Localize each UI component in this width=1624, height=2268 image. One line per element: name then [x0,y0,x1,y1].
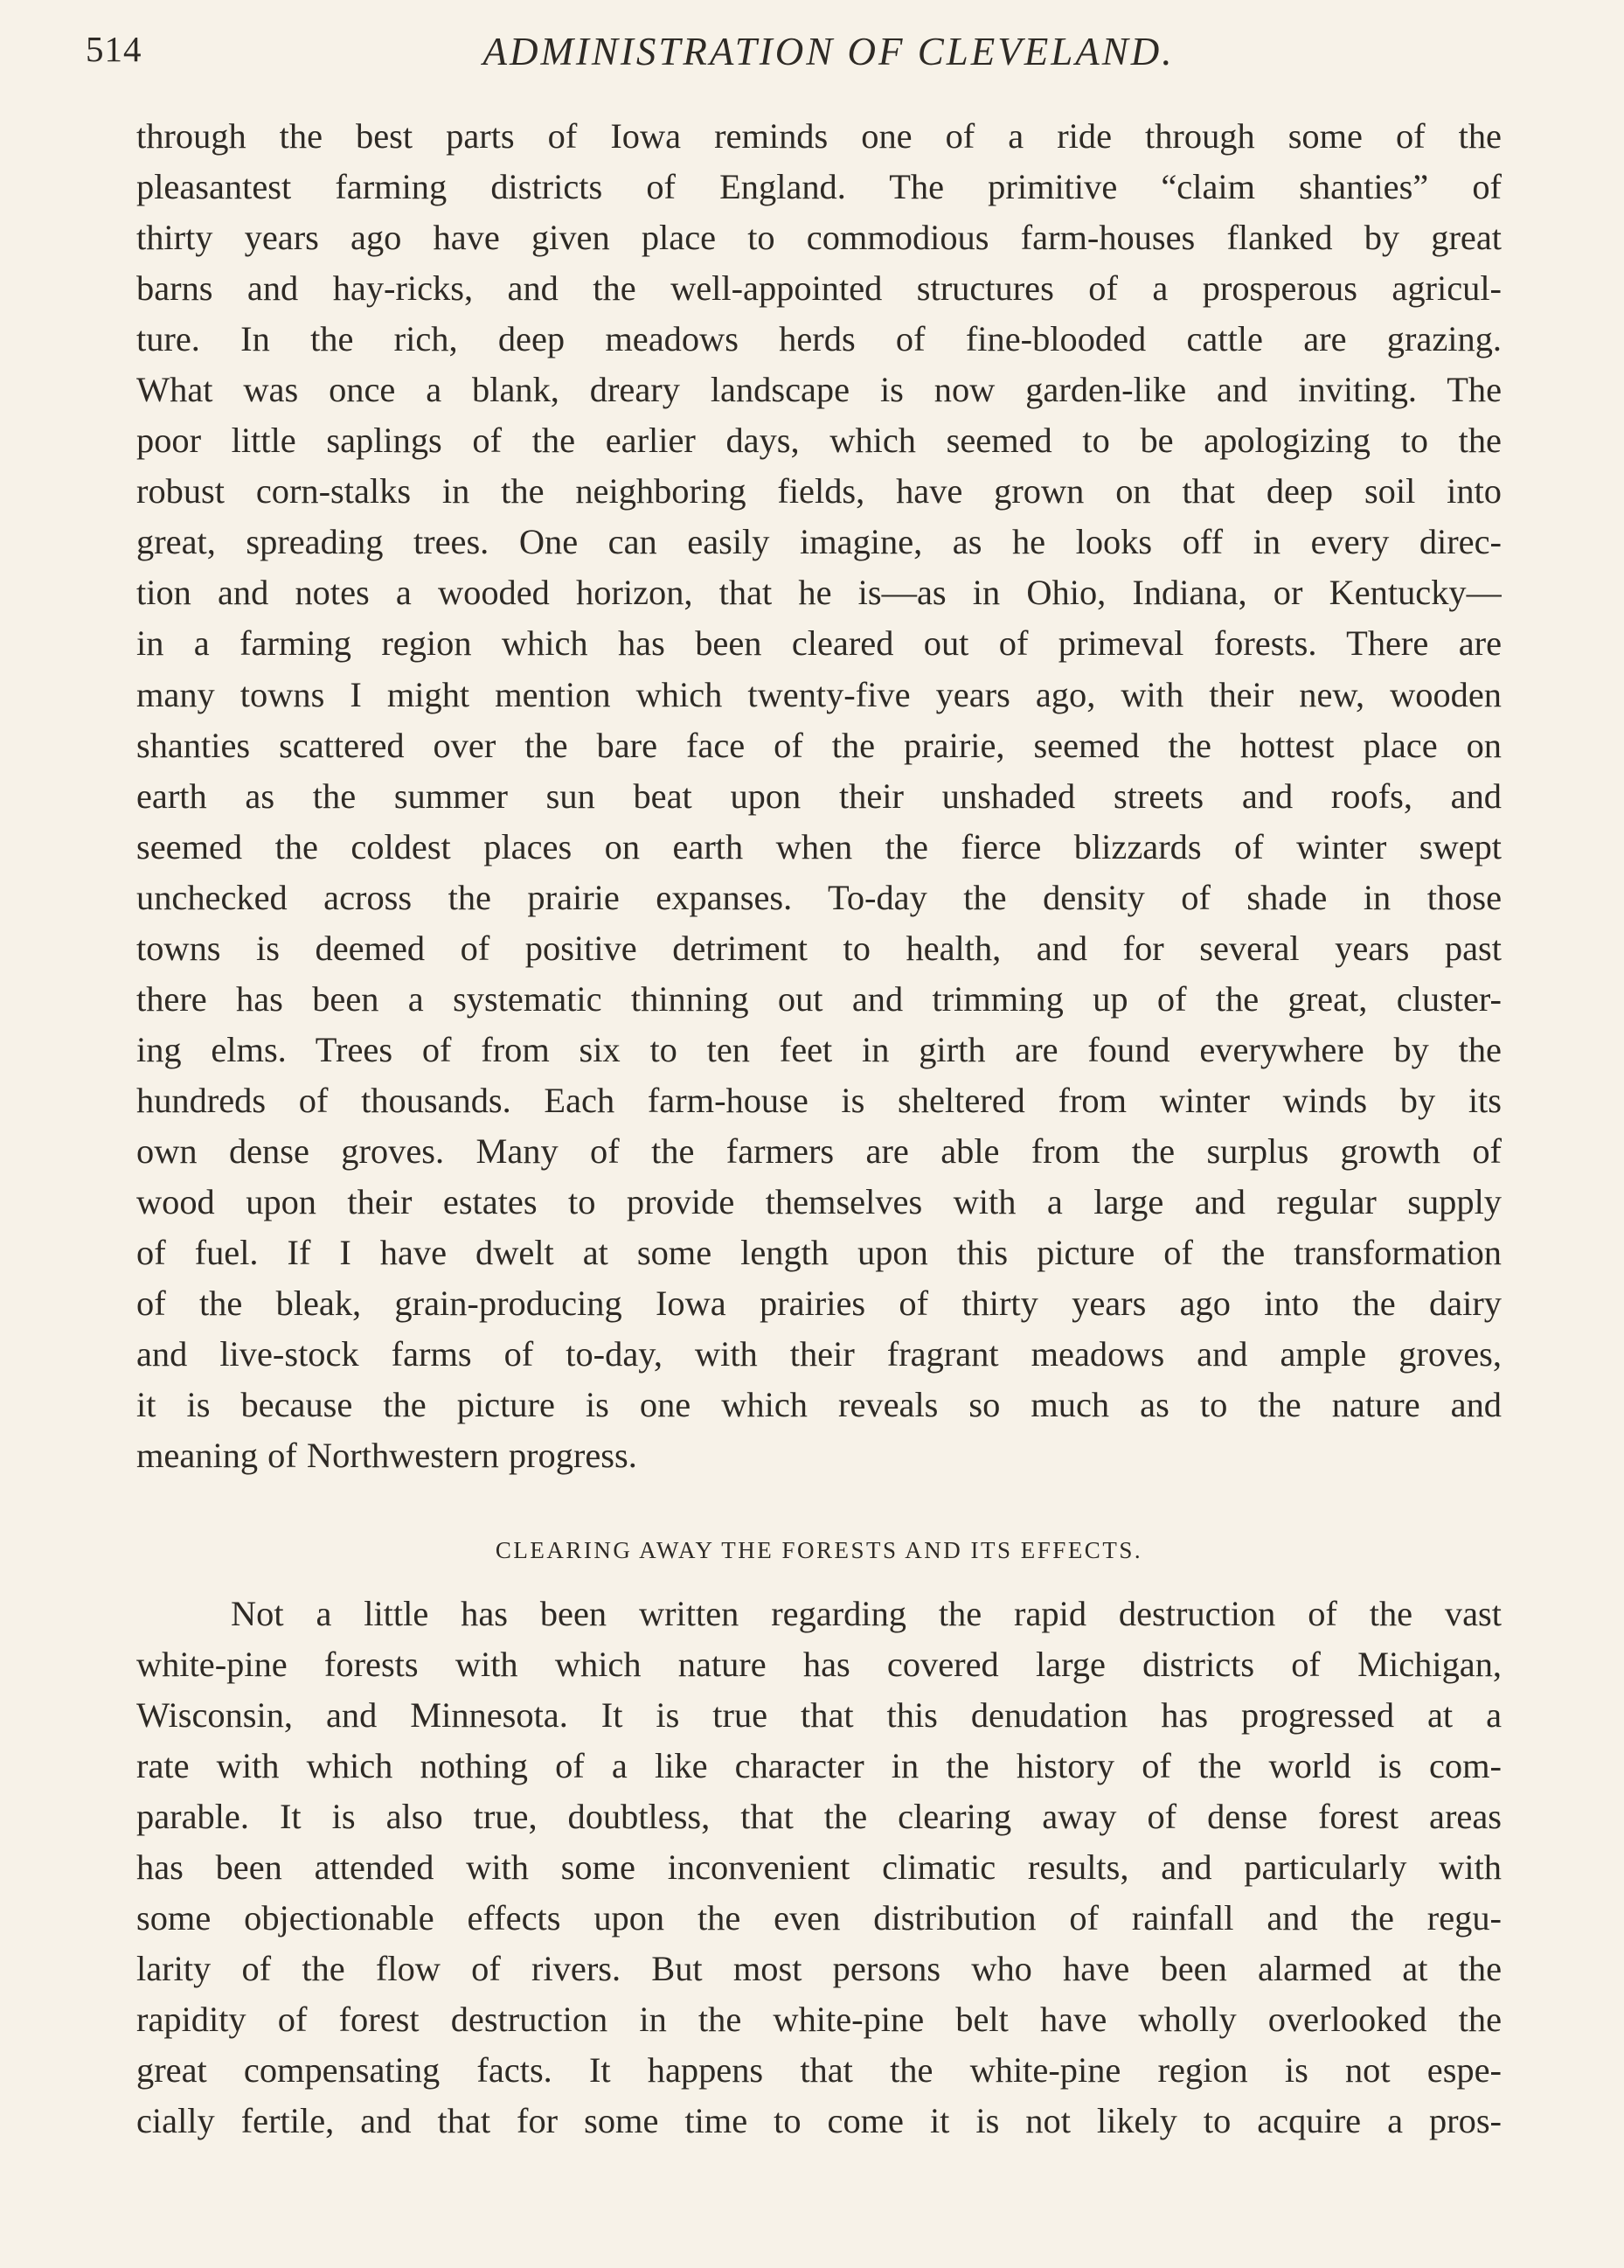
running-title: ADMINISTRATION OF CLEVELAND. [482,30,1175,73]
text-line: meaning of Northwestern progress. [136,1436,637,1476]
section-heading: CLEARING AWAY THE FORESTS AND ITS EFFECTS. [495,1537,1143,1563]
text-line: wood upon their estates to provide themselves with a large and regular supply [136,1181,1502,1221]
text-line: towns is deemed of positive detriment to health, and for several years past [136,928,1502,968]
text-line: great, spreading trees. One can easily imagine, as he looks off in every direc- [136,522,1502,562]
text-line: and live-stock farms of to-day, with their fragrant meadows and ample groves, [136,1334,1502,1374]
text-line: cially fertile, and that for some time to come it is not likely to acquire a pros- [136,2101,1502,2141]
text-line: What was once a blank, dreary landscape is now garden-like and inviting. The [136,370,1502,410]
text-line: many towns I might mention which twenty-five years ago, with their new, wooden [136,674,1502,714]
text-line: seemed the coldest places on earth when the fierce blizzards of winter swept [136,826,1502,866]
text-line: thirty years ago have given place to commodious farm-houses flanked by great [136,218,1502,258]
text-line: it is because the picture is one which reveals so much as to the nature and [136,1385,1502,1425]
text-line: of fuel. If I have dwelt at some length upon this picture of the transformation [136,1233,1502,1273]
text-line: earth as the summer sun beat upon their unshaded streets and roofs, and [136,776,1502,816]
text-line: barns and hay-ricks, and the well-appointed structures of a prosperous agricul- [136,268,1502,309]
text-line: through the best parts of Iowa reminds one of a ride through some of the [136,116,1502,156]
text-line: tion and notes a wooded horizon, that he is—as in Ohio, Indiana, or Kentucky— [136,573,1502,613]
paragraph-1 [136,111,1502,1481]
text-line: shanties scattered over the bare face of the prairie, seemed the hottest place on [136,725,1502,765]
text-line: poor little saplings of the earlier days, which seemed to be apologizing to the [136,421,1502,461]
text-line: ing elms. Trees of from six to ten feet in girth are found everywhere by the [136,1029,1502,1069]
paragraph-2 [136,1589,1502,2147]
text-line: hundreds of thousands. Each farm-house is sheltered from winter winds by its [136,1080,1502,1120]
text-line: pleasantest farming districts of England. The primitive “claim shanties” of [136,167,1502,207]
text-line: great compensating facts. It happens that the white-pine region is not espe- [136,2050,1502,2091]
text-line: white-pine forests with which nature has covered large districts of Michigan, [136,1645,1502,1685]
text-line: in a farming region which has been cleared out of primeval forests. There are [136,623,1502,664]
text-line: unchecked across the prairie expanses. To-day the density of shade in those [136,877,1502,917]
text-line: Wisconsin, and Minnesota. It is true that this denudation has progressed at a [136,1695,1502,1736]
text-line: rate with which nothing of a like character in the history of the world is com- [136,1746,1502,1786]
text-line: of the bleak, grain-producing Iowa prairies of thirty years ago into the dairy [136,1284,1502,1324]
text-line: own dense groves. Many of the farmers are able from the surplus growth of [136,1131,1502,1171]
text-line: Not a little has been written regarding the rapid destruction of the vast [231,1594,1502,1633]
text-line: robust corn-stalks in the neighboring fields, have grown on that deep soil into [136,471,1502,511]
text-line: some objectionable effects upon the even distribution of rainfall and the regu- [136,1898,1502,1938]
text-line: rapidity of forest destruction in the white-pine belt have wholly overlooked the [136,2000,1502,2040]
text-line: has been attended with some inconvenient climatic results, and particularly with [136,1847,1502,1888]
text-line: larity of the flow of rivers. But most persons who have been alarmed at the [136,1949,1502,1989]
text-line: there has been a systematic thinning out and trimming up of the great, cluster- [136,978,1502,1019]
text-line: ture. In the rich, deep meadows herds of fine-blooded cattle are grazing. [136,319,1502,359]
page-number: 514 [86,29,142,69]
text-line: parable. It is also true, doubtless, that the clearing away of dense forest areas [136,1797,1502,1837]
running-head [86,28,1572,89]
